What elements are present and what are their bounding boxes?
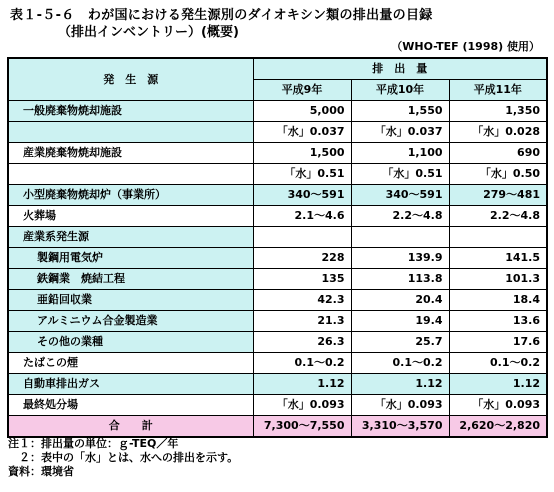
- cell-value: 13.6: [449, 311, 547, 332]
- row-label: 最終処分場: [8, 395, 253, 416]
- cell-value: 141.5: [449, 248, 547, 269]
- cell-value: 1.12: [449, 374, 547, 395]
- cell-empty: [253, 227, 351, 248]
- cell-value: 340～591: [351, 185, 449, 206]
- footnote-water: ２：表中の「水」とは、水への排出を示す。: [8, 451, 239, 464]
- table-row: [8, 143, 547, 164]
- cell-value: 26.3: [253, 332, 351, 353]
- cell-water-value: 「水」0.028: [449, 122, 547, 143]
- row-label-blank: [8, 164, 253, 185]
- cell-value: 340～591: [253, 185, 351, 206]
- table-row: [8, 206, 547, 227]
- table-row: [8, 290, 547, 311]
- row-label: たばこの煙: [8, 353, 253, 374]
- total-label: 合 計: [8, 416, 253, 438]
- total-row: [8, 416, 547, 438]
- row-label: 自動車排出ガス: [8, 374, 253, 395]
- cell-value: 20.4: [351, 290, 449, 311]
- cell-value: 1,100: [351, 143, 449, 164]
- cell-value: 25.7: [351, 332, 449, 353]
- table-row: [8, 332, 547, 353]
- row-label: 亜鉛回収業: [8, 290, 253, 311]
- table-row: [8, 101, 547, 122]
- row-label: 製鋼用電気炉: [8, 248, 253, 269]
- cell-value: 17.6: [449, 332, 547, 353]
- header-emissions: 排 出 量: [253, 58, 547, 80]
- total-value: 2,620～2,820: [449, 416, 547, 438]
- cell-value: 19.4: [351, 311, 449, 332]
- document-title: 表１-５-６ わが国における発生源別のダイオキシン類の排出量の目録: [10, 8, 433, 23]
- row-label: アルミニウム合金製造業: [8, 311, 253, 332]
- cell-value: 5,000: [253, 101, 351, 122]
- cell-value: 2.2～4.8: [351, 206, 449, 227]
- cell-value: 1,500: [253, 143, 351, 164]
- cell-value: 113.8: [351, 269, 449, 290]
- table-row: [8, 164, 547, 185]
- row-label: 火葬場: [8, 206, 253, 227]
- header-year: 平成11年: [449, 80, 547, 101]
- table-row: [8, 122, 547, 143]
- cell-value: 「水」0.093: [253, 395, 351, 416]
- cell-water-value: 「水」0.51: [253, 164, 351, 185]
- row-label: 産業廃棄物焼却施設: [8, 143, 253, 164]
- table-row: [8, 227, 547, 248]
- footnote-source: 資料：環境省: [8, 465, 74, 478]
- document-subtitle: （排出インベントリー）(概要): [58, 25, 239, 40]
- footnote-unit: 注１：排出量の単位：ｇ-TEQ／年: [8, 437, 179, 450]
- unit-note: （WHO-TEF (1998) 使用）: [391, 40, 540, 53]
- cell-value: 0.1～0.2: [253, 353, 351, 374]
- row-label: 鉄鋼業 焼結工程: [8, 269, 253, 290]
- header-source: 発 生 源: [8, 58, 253, 101]
- row-label: 小型廃棄物焼却炉（事業所）: [8, 185, 253, 206]
- cell-value: 1,550: [351, 101, 449, 122]
- table-row: [8, 395, 547, 416]
- cell-value: 101.3: [449, 269, 547, 290]
- row-label: 産業系発生源: [8, 227, 253, 248]
- row-label-blank: [8, 122, 253, 143]
- cell-water-value: 「水」0.51: [351, 164, 449, 185]
- cell-empty: [449, 227, 547, 248]
- cell-value: 2.1～4.6: [253, 206, 351, 227]
- cell-value: 42.3: [253, 290, 351, 311]
- table-row: [8, 353, 547, 374]
- cell-value: 1,350: [449, 101, 547, 122]
- cell-water-value: 「水」0.50: [449, 164, 547, 185]
- table-row: [8, 311, 547, 332]
- cell-value: 「水」0.093: [449, 395, 547, 416]
- row-label: その他の業種: [8, 332, 253, 353]
- header-year: 平成10年: [351, 80, 449, 101]
- total-value: 7,300～7,550: [253, 416, 351, 438]
- cell-value: 135: [253, 269, 351, 290]
- cell-value: 279～481: [449, 185, 547, 206]
- cell-value: 「水」0.093: [351, 395, 449, 416]
- row-label: 一般廃棄物焼却施設: [8, 101, 253, 122]
- table-row: [8, 185, 547, 206]
- table-row: [8, 248, 547, 269]
- cell-value: 228: [253, 248, 351, 269]
- cell-water-value: 「水」0.037: [351, 122, 449, 143]
- emissions-table: [7, 57, 548, 438]
- cell-value: 18.4: [449, 290, 547, 311]
- cell-value: 690: [449, 143, 547, 164]
- cell-value: 0.1～0.2: [449, 353, 547, 374]
- cell-water-value: 「水」0.037: [253, 122, 351, 143]
- cell-value: 139.9: [351, 248, 449, 269]
- table-row: [8, 374, 547, 395]
- cell-value: 1.12: [253, 374, 351, 395]
- cell-value: 0.1～0.2: [351, 353, 449, 374]
- cell-value: 1.12: [351, 374, 449, 395]
- total-value: 3,310～3,570: [351, 416, 449, 438]
- header-year: 平成9年: [253, 80, 351, 101]
- cell-value: 2.2～4.8: [449, 206, 547, 227]
- table-row: [8, 269, 547, 290]
- footnotes: [8, 437, 238, 479]
- cell-value: 21.3: [253, 311, 351, 332]
- cell-empty: [351, 227, 449, 248]
